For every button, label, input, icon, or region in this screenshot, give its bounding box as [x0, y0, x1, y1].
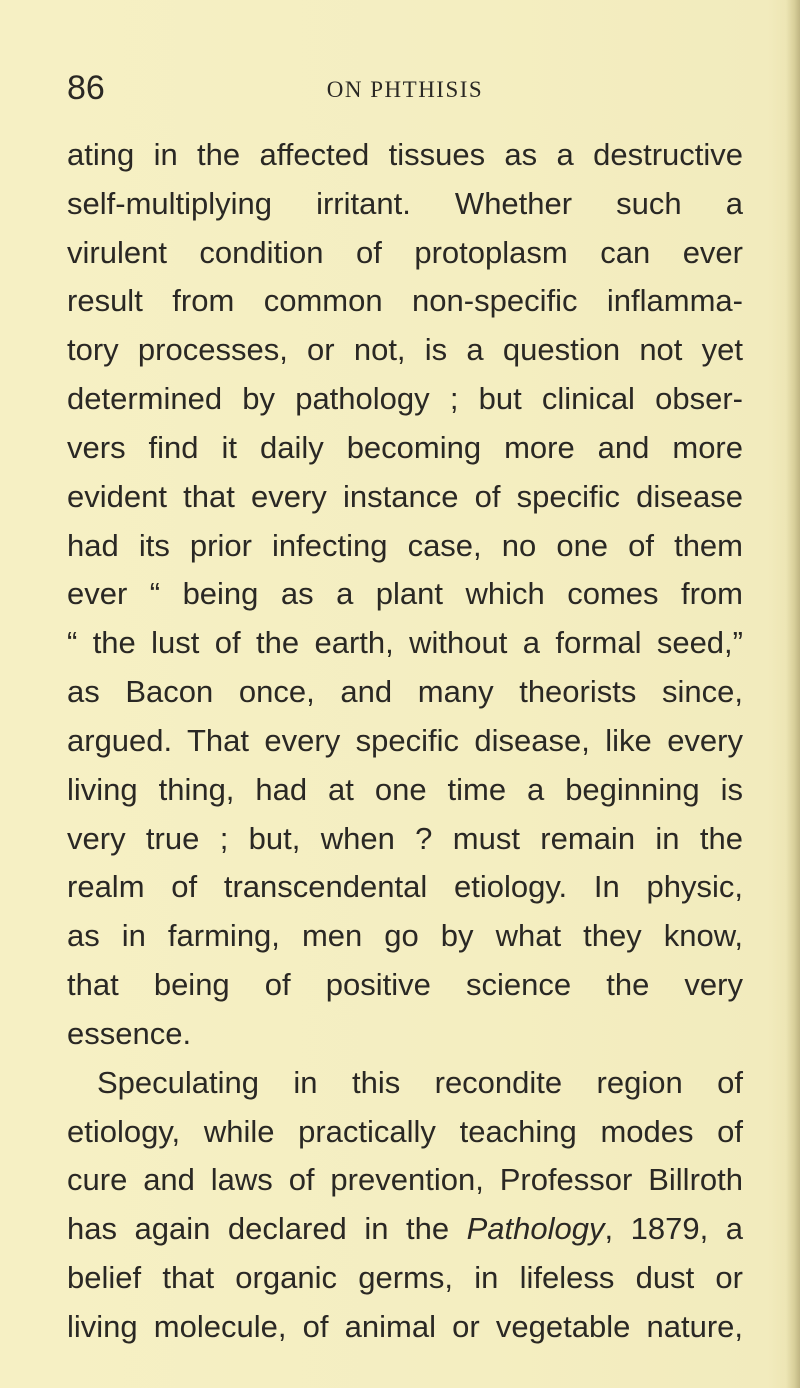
text-line: self-multiplying irritant. Whether such a [67, 185, 743, 221]
italic-book-title: Pathology [466, 1211, 605, 1247]
text-fragment: has again declared in the [67, 1211, 467, 1247]
text-line-paragraph-end: essence. [67, 1015, 192, 1051]
text-line: living molecule, of animal or vegetable nature, [67, 1308, 743, 1344]
body-text [67, 131, 743, 1352]
text-fragment: , 1879, a [604, 1211, 743, 1247]
page-header [67, 66, 743, 110]
page-edge-shadow [786, 0, 800, 1388]
page-number: 86 [67, 69, 105, 107]
text-line: ever “ being as a plant which comes from [67, 576, 743, 612]
text-line: determined by pathology ; but clinical obser- [67, 381, 743, 417]
text-line: “ the lust of the earth, without a formal seed,” [67, 625, 743, 661]
text-line: had its prior infecting case, no one of them [67, 527, 743, 563]
text-line-paragraph-start: Speculating in this recondite region of [97, 1064, 743, 1100]
text-line: living thing, had at one time a beginning is [67, 771, 743, 807]
text-line: evident that every instance of specific disease [67, 478, 743, 514]
text-line: realm of transcendental etiology. In physic, [67, 869, 743, 905]
text-line: result from common non-specific inflamma- [67, 283, 743, 319]
text-line: belief that organic germs, in lifeless dust or [67, 1260, 743, 1296]
text-line: tory processes, or not, is a question not yet [67, 332, 743, 368]
text-line: as in farming, men go by what they know, [67, 918, 743, 954]
text-line: argued. That every specific disease, like every [67, 722, 743, 758]
text-line: cure and laws of prevention, Professor Billroth [67, 1162, 743, 1198]
text-line: very true ; but, when ? must remain in the [67, 820, 743, 856]
text-line: that being of positive science the very [67, 967, 743, 1003]
text-line: ating in the affected tissues as a destructive [67, 137, 743, 172]
running-head: ON PHTHISIS [326, 77, 484, 102]
text-line: as Bacon once, and many theorists since, [67, 674, 743, 710]
text-line-with-italic [67, 1205, 743, 1254]
text-line: virulent condition of protoplasm can ever [67, 234, 743, 270]
text-line: vers find it daily becoming more and more [67, 429, 743, 465]
text-line: etiology, while practically teaching modes of [67, 1113, 743, 1149]
